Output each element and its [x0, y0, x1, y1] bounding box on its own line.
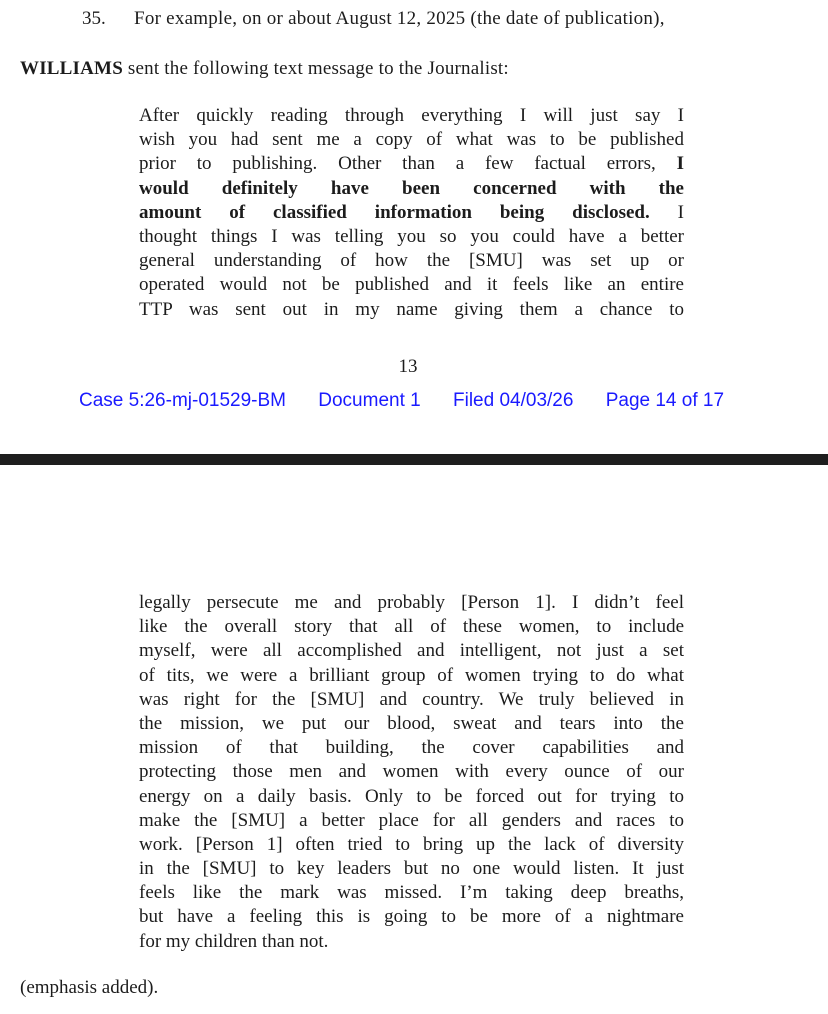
- quote-text: prior to publishing. Other than a few factual errors,: [139, 153, 677, 175]
- paragraph-intro-line2-rest: sent the following text message to the Journalist:: [122, 58, 509, 79]
- quote-line: but have a feeling this is going to be more of a nightmare: [139, 906, 684, 928]
- case-header: [79, 390, 724, 412]
- quote-line: myself, were all accomplished and intelligent, not just a set: [139, 640, 684, 662]
- quote-line: energy on a daily basis. Only to be forced out for trying to: [139, 785, 684, 807]
- emphasis-note: (emphasis added).: [20, 977, 159, 998]
- quote-line: was right for the [SMU] and country. We truly believed in: [139, 688, 684, 710]
- quote-line: like the overall story that all of these women, to include: [139, 616, 684, 638]
- paragraph-intro-line2: [20, 58, 509, 80]
- quote-emphasis: amount of classified information being disclosed.: [139, 201, 650, 223]
- quote-text: I: [649, 201, 684, 223]
- quote-line: legally persecute me and probably [Person 1]. I didn’t feel: [139, 592, 684, 613]
- quote-line: in the [SMU] to key leaders but no one would listen. It just: [139, 858, 684, 880]
- quote-line: After quickly reading through everything I will just say I: [139, 105, 684, 126]
- quote-line: for my children than not.: [139, 930, 329, 952]
- quote-line: mission of that building, the cover capabilities and: [139, 737, 684, 759]
- page-break-divider: [0, 454, 828, 465]
- page-number: 13: [398, 356, 418, 377]
- quote-line: make the [SMU] a better place for all genders and races to: [139, 809, 684, 831]
- quote-line: operated would not be published and it feels like an entire: [139, 274, 684, 296]
- quote-line: [139, 201, 684, 225]
- defendant-name: WILLIAMS: [20, 58, 123, 79]
- quote-line: the mission, we put our blood, sweat and tears into the: [139, 712, 684, 734]
- block-quote-part2: [139, 591, 684, 954]
- quote-line: of tits, we were a brilliant group of women trying to do what: [139, 664, 684, 686]
- quote-emphasis: would definitely have been concerned with the: [139, 177, 684, 199]
- quote-line: feels like the mark was missed. I’m taking deep breaths,: [139, 882, 684, 904]
- block-quote-part1: [139, 104, 684, 322]
- page-indicator: Page 14 of 17: [605, 390, 725, 411]
- quote-line: thought things I was telling you so you could have a better: [139, 225, 684, 247]
- quote-line: general understanding of how the [SMU] was set up or: [139, 250, 684, 272]
- quote-line: [139, 177, 684, 201]
- quote-line: work. [Person 1] often tried to bring up the lack of diversity: [139, 833, 684, 855]
- quote-line: TTP was sent out in my name giving them a chance to: [139, 298, 684, 320]
- quote-line: [139, 152, 684, 176]
- quote-line: wish you had sent me a copy of what was to be published: [139, 129, 684, 151]
- case-number: Case 5:26-mj-01529-BM: [79, 390, 286, 411]
- paragraph-number: 35.: [82, 8, 106, 29]
- quote-emphasis: I: [676, 153, 684, 175]
- filed-date: Filed 04/03/26: [453, 390, 574, 411]
- paragraph-intro-line1: For example, on or about August 12, 2025 (the date of publication),: [134, 8, 665, 29]
- document-number: Document 1: [318, 390, 421, 411]
- quote-line: protecting those men and women with every ounce of our: [139, 761, 684, 783]
